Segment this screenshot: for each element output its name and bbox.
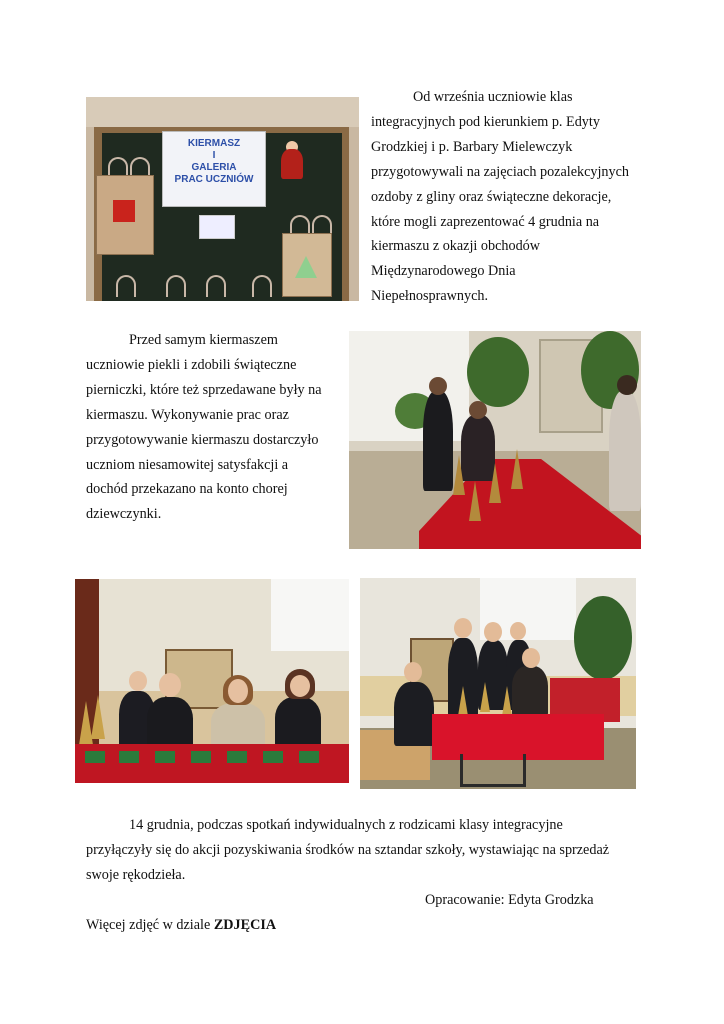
- angel-ornament: [281, 149, 303, 179]
- more-photos-line: [86, 913, 486, 938]
- more-photos-text: Więcej zdjęć w dziale: [86, 917, 214, 933]
- intro-paragraph: Od września uczniowie klas integracyjnych pod kierunkiem p. Edyty Grodzkiej i p. Barbary Mielewczyk przygotowywali na zajęciach pozalekcyjnych ozdoby z gliny oraz świąteczne dekoracje, które mogli zaprezentować 4 grudnia na kiermaszu z okazji obchodów Międzynarodowego Dnia Niepełnosprawnych.: [371, 89, 630, 305]
- photos-section-link[interactable]: ZDJĘCIA: [213, 917, 277, 933]
- photo-group-red-table: [360, 578, 636, 789]
- gingerbread-paragraph: Przed samym kiermaszem uczniowie piekli i zdobili świąteczne pierniczki, które też sprzedawane były na kiermaszu. Wykonywanie prac oraz przygotowywanie kiermaszu dostarczyło uczniom niesamowitej satysfakcji a dochód przekazano na konto chorej dziewczynki.: [86, 332, 322, 523]
- fair-sign: KIERMASZ I GALERIA PRAC UCZNIÓW: [162, 131, 266, 207]
- gift-bag: [96, 175, 154, 255]
- banner-paragraph: 14 grudnia, podczas spotkań indywidualnych z rodzicami klasy integracyjne przyłączyły się do akcji pozyskiwania środków na sztandar szkoły, wystawiając na sprzedaż swoje rękodzieła.: [86, 817, 610, 883]
- author-credit: Opracowanie: Edyta Grodzka: [425, 892, 594, 908]
- photo-students-at-table: [75, 579, 349, 783]
- photo-bulletin-board: [86, 97, 359, 301]
- gift-bag: [282, 233, 332, 297]
- photo-fair-stall: [349, 331, 641, 549]
